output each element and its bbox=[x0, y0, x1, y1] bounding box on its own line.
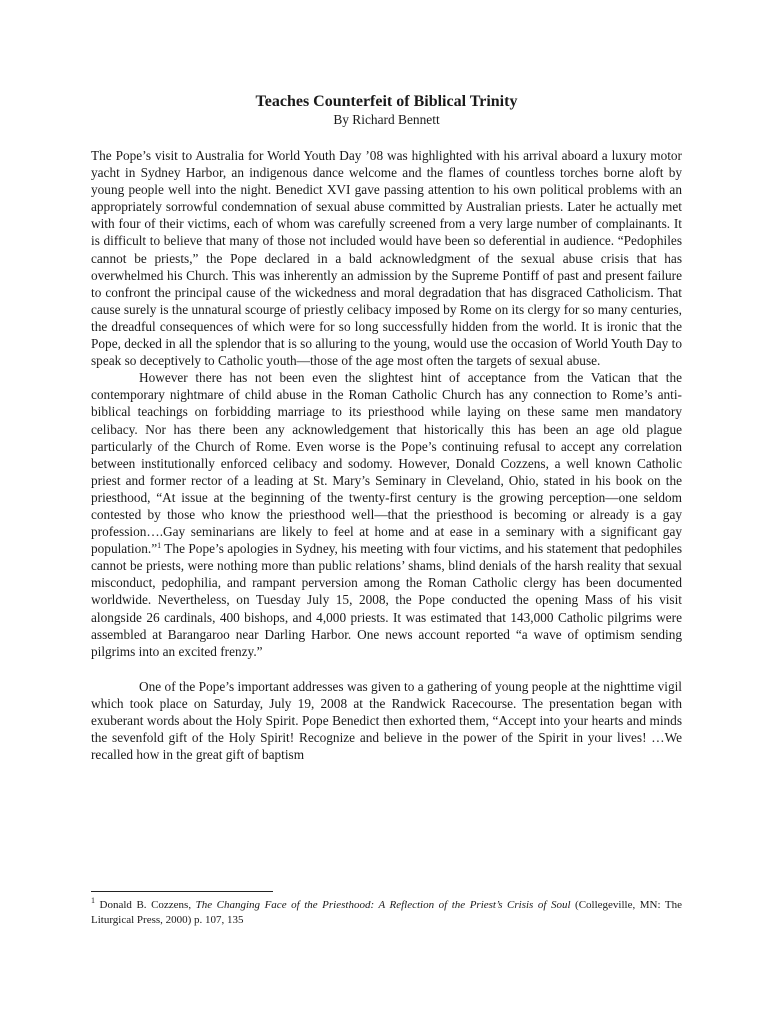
document-byline: By Richard Bennett bbox=[333, 112, 440, 127]
paragraph-2-text-b: The Pope’s apologies in Sydney, his meeting with four victims, and his statement that pedophiles cannot be priests, were nothing more than public relations’ shams, blind denials of the harsh reality that sexual misconduct, pedophilia, and rampant perversion among the Roman Catholic clergy has been documented worldwide. Nevertheless, on Tuesday July 15, 2008, the Pope conducted the opening Mass of his visit alongside 26 cardinals, 400 bishops, and 4,000 priests. It was estimated that 143,000 Catholic pilgrims were assembled at Barangaroo near Darling Harbor. One news account reported “a wave of optimism sending pilgrims into an excited frenzy.” bbox=[91, 541, 682, 659]
footnote-publication: (Collegeville, MN: The Liturgical Press, 2000) p. 107, 135 bbox=[91, 899, 682, 926]
document-title: Teaches Counterfeit of Biblical Trinity bbox=[255, 93, 518, 110]
paragraph-3-text: One of the Pope’s important addresses was given to a gathering of young people at the nighttime vigil which took place on Saturday, July 19, 2008 at the Randwick Racecourse. The presentation began with exuberant words about the Holy Spirit. Pope Benedict then exhorted them, “Accept into your hearts and minds the sevenfold gift of the Holy Spirit! Recognize and believe in the power of the Spirit in your lives! …We recalled how in the great gift of baptism bbox=[91, 678, 682, 763]
paragraph-1 bbox=[91, 147, 682, 369]
document-body bbox=[91, 92, 682, 763]
footnote-author: Donald B. Cozzens, bbox=[95, 899, 196, 911]
footnote-mark: 1 bbox=[91, 896, 95, 905]
footnote-reference: 1 bbox=[157, 541, 162, 551]
paragraph-1-text: The Pope’s visit to Australia for World Youth Day ’08 was highlighted with his arrival aboard a luxury motor yacht in Sydney Harbor, an indigenous dance welcome and the flames of countless torches borne aloft by young people well into the night. Benedict XVI gave passing attention to his own political problems with an appropriately sorrowful condemnation of sexual abuse committed by Australian priests. Later he actually met with four of their victims, each of whom was carefully screened from a very large number of complainants. It is difficult to believe that many of those not included would have been so deferential in audience. “Pedophiles cannot be priests,” the Pope declared in a bald acknowledgment of the sexual abuse crisis that has overwhelmed his Church. This was inherently an admission by the Supreme Pontiff of past and present failure to confront the principal cause of the wickedness and moral degradation that has disgraced Catholicism. That cause surely is the unnatural scourge of priestly celibacy imposed by Rome on its clergy for so many centuries, the dreadful consequences of which were for so long successfully hidden from the world. It is ironic that the Pope, decked in all the splendor that is so alluring to the young, would use the occasion of World Youth Day to speak so deceptively to Catholic youth—those of the age most often the targets of sexual abuse. bbox=[91, 148, 682, 369]
footnote-divider bbox=[91, 891, 273, 892]
footnote-book-title: The Changing Face of the Priesthood: A Reflection of the Priest’s Crisis of Soul bbox=[195, 899, 571, 911]
paragraph-2-text-a: However there has not been even the slightest hint of acceptance from the Vatican that the contemporary nightmare of child abuse in the Roman Catholic Church has any connection to Rome’s anti-biblical teachings on forbidding marriage to its priesthood while laying on these same men mandatory celibacy. Nor has there been any acknowledgement that historically this has been an age old plague particularly of the Church of Rome. Even worse is the Pope’s continuing refusal to accept any correlation between institutionally enforced celibacy and sodomy. However, Donald Cozzens, a well known Catholic priest and former rector of a leading at St. Mary’s Seminary in Cleveland, Ohio, stated in his book on the priesthood, “At issue at the beginning of the twenty-first century is the growing perception—one seldom contested by those who know the priesthood well—that the priesthood is becoming or already is a gay profession….Gay seminarians are likely to feel at home and at ease in a seminary with a significant gay population.” bbox=[91, 370, 682, 557]
footnote bbox=[91, 898, 682, 928]
paragraph-2 bbox=[91, 369, 682, 660]
paragraph-3 bbox=[91, 678, 682, 763]
